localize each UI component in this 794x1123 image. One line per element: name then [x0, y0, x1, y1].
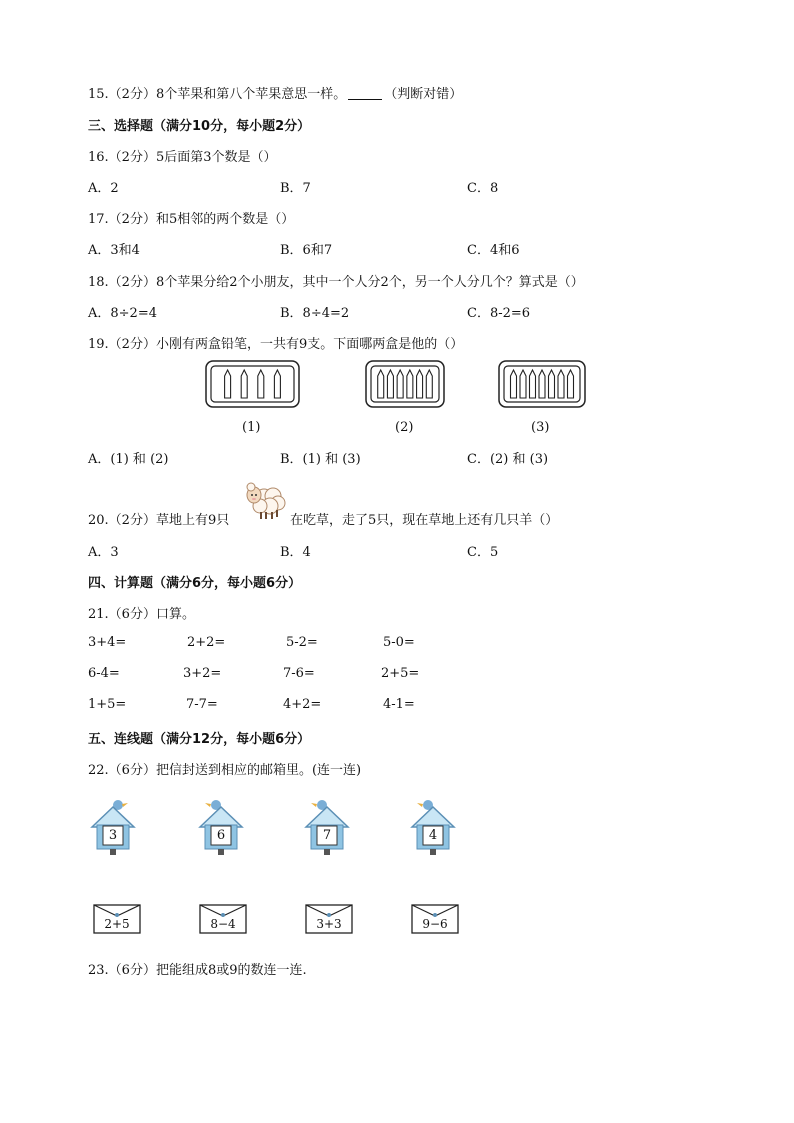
- envelope-2[interactable]: [199, 904, 247, 934]
- pencil: [274, 370, 280, 398]
- question-15-text: 15.（2分）8个苹果和第八个苹果意思一样。: [88, 87, 347, 102]
- envelope-expression: 8−4: [210, 917, 236, 931]
- q19-option-a[interactable]: A．(1) 和 (2): [88, 452, 169, 467]
- question-23-text: 23.（6分）把能组成8或9的数连一连.: [88, 963, 307, 978]
- q20-option-a[interactable]: A．3: [88, 545, 119, 560]
- calc-item: 7-6=: [283, 666, 315, 681]
- question-17-text: 17.（2分）和5相邻的两个数是（）: [88, 212, 295, 227]
- envelope-1[interactable]: [93, 904, 141, 934]
- question-18-text: 18.（2分）8个苹果分给2个小朋友，其中一个人分2个，另一个人分几个？算式是（）: [88, 275, 584, 290]
- pencil: [568, 370, 574, 398]
- envelope-expression: 3+3: [316, 917, 342, 931]
- calc-item: 5-0=: [383, 635, 415, 650]
- calc-item: 7-7=: [186, 697, 218, 712]
- pencil: [426, 370, 432, 398]
- mailbox-number: 7: [322, 828, 332, 843]
- q20-option-b[interactable]: B．4: [280, 545, 311, 560]
- q19-option-c[interactable]: C．(2) 和 (3): [467, 452, 549, 467]
- envelope-3[interactable]: [305, 904, 353, 934]
- mailbox-number: 4: [428, 828, 438, 843]
- box-label-2: (2): [395, 420, 414, 435]
- calc-item: 1+5=: [88, 697, 127, 712]
- q16-option-b[interactable]: B．7: [280, 181, 311, 196]
- pencil-box-3: [498, 360, 586, 408]
- q19-option-b[interactable]: B．(1) 和 (3): [280, 452, 361, 467]
- section-3-heading: 三、选择题（满分10分，每小题2分）: [88, 119, 311, 134]
- mailbox-number: 6: [216, 828, 226, 843]
- question-16-text: 16.（2分）5后面第3个数是（）: [88, 150, 277, 165]
- calc-item: 3+4=: [88, 635, 127, 650]
- q20-option-c[interactable]: C．5: [467, 545, 499, 560]
- pencil-box-2: [365, 360, 445, 408]
- question-15-suffix: （判断对错）: [384, 87, 463, 102]
- box-label-1: (1): [242, 420, 261, 435]
- pencil: [539, 370, 545, 398]
- question-21-text: 21.（6分）口算。: [88, 607, 195, 622]
- mailbox-4[interactable]: [408, 797, 458, 857]
- calc-item: 4+2=: [283, 697, 322, 712]
- pencil: [378, 370, 384, 398]
- sheep-icon: [242, 478, 288, 522]
- mailbox-2[interactable]: [196, 797, 246, 857]
- mailbox-number: 3: [108, 828, 118, 843]
- pencil: [225, 370, 231, 398]
- pencil: [511, 370, 517, 398]
- box-label-3: (3): [531, 420, 550, 435]
- pencil: [549, 370, 555, 398]
- section-5-heading: 五、连线题（满分12分，每小题6分）: [88, 732, 311, 747]
- mailbox-3[interactable]: [302, 797, 352, 857]
- question-22-text: 22.（6分）把信封送到相应的邮箱里。(连一连): [88, 763, 362, 778]
- section-4-heading: 四、计算题（满分6分，每小题6分）: [88, 576, 302, 591]
- calc-item: 2+5=: [381, 666, 420, 681]
- pencil: [417, 370, 423, 398]
- pencil-box-1: [205, 360, 300, 408]
- pencil: [520, 370, 526, 398]
- question-15: [88, 83, 462, 102]
- q17-option-b[interactable]: B．6和7: [280, 243, 333, 258]
- pencil: [258, 370, 264, 398]
- q18-option-b[interactable]: B．8÷4=2: [280, 306, 350, 321]
- q17-option-a[interactable]: A．3和4: [88, 243, 140, 258]
- pencil: [530, 370, 536, 398]
- q18-option-a[interactable]: A．8÷2=4: [88, 306, 157, 321]
- q16-option-a[interactable]: A．2: [88, 181, 119, 196]
- pencil: [387, 370, 393, 398]
- calc-item: 5-2=: [286, 635, 318, 650]
- pencil: [241, 370, 247, 398]
- calc-item: 3+2=: [183, 666, 222, 681]
- q17-option-c[interactable]: C．4和6: [467, 243, 520, 258]
- envelope-expression: 2+5: [104, 917, 130, 931]
- envelope-4[interactable]: [411, 904, 459, 934]
- envelope-expression: 9−6: [422, 917, 448, 931]
- question-19-text: 19.（2分）小刚有两盒铅笔，一共有9支。下面哪两盒是他的（）: [88, 337, 464, 352]
- q16-option-c[interactable]: C．8: [467, 181, 499, 196]
- calc-item: 4-1=: [383, 697, 415, 712]
- pencil: [397, 370, 403, 398]
- pencil: [558, 370, 564, 398]
- answer-blank[interactable]: [348, 99, 382, 100]
- question-20-text-before: 20.（2分）草地上有9只: [88, 513, 230, 528]
- calc-item: 2+2=: [187, 635, 226, 650]
- q18-option-c[interactable]: C．8-2=6: [467, 306, 531, 321]
- calc-item: 6-4=: [88, 666, 120, 681]
- mailbox-1[interactable]: [88, 797, 138, 857]
- pencil: [407, 370, 413, 398]
- question-20-text-after: 在吃草，走了5只，现在草地上还有几只羊（）: [290, 513, 559, 528]
